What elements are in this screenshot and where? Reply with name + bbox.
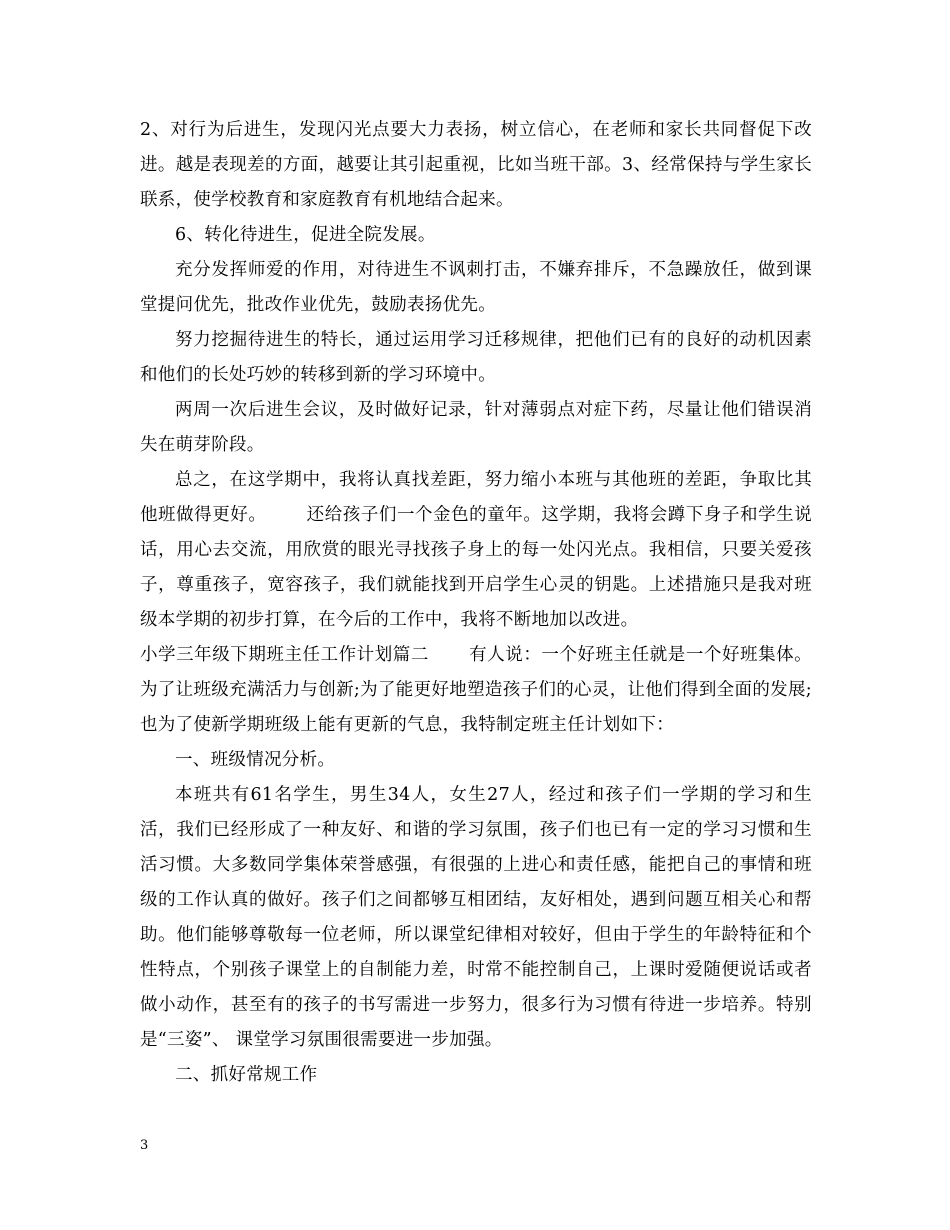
paragraph-5	[140, 393, 812, 463]
paragraph-text: 总之，在这学期中，我将认真找差距，努力缩小本班与其他班的差距，争取比其他班做得更好。	[140, 470, 812, 525]
paragraph-6	[140, 463, 812, 638]
paragraph-7	[140, 638, 812, 743]
paragraph-3	[140, 253, 812, 323]
paragraph-text: 6、转化待进生，促进全院发展。	[175, 225, 436, 245]
paragraph-2	[140, 218, 812, 253]
section-heading: 小学三年级下期班主任工作计划篇二	[140, 645, 429, 665]
paragraph-text: 2、对行为后进生，发现闪光点要大力表扬，树立信心，在老师和家长共同督促下改进。越是表现差的方面，越要让其引起重视，比如当班干部。3、经常保持与学生家长联系，使学校教育和家庭教育有机地结合起来。	[140, 120, 812, 210]
paragraph-text: 本班共有61名学生，男生34人，女生27人，经过和孩子们一学期的学习和生活，我们已经形成了一种友好、和谐的学习氛围，孩子们也已有一定的学习习惯和生活习惯。大多数同学集体荣誉感强，有很强的上进心和责任感，能把自己的事情和班级的工作认真的做好。孩子们之间都够互相团结，友好相处，遇到问题互相关心和帮助。他们能够尊敬每一位老师，所以课堂纪律相对较好，但由于学生的年龄特征和个性特点，个别孩子课堂上的自制能力差，时常不能控制自己，上课时爱随便说话或者做小动作，甚至有的孩子的书写需进一步努力，很多行为习惯有待进一步培养。特别是“三姿”、 课堂学习氛围很需要进一步加强。	[140, 785, 812, 1050]
page-number: 3	[140, 1138, 149, 1153]
document-body	[140, 113, 812, 1093]
paragraph-10	[140, 1058, 812, 1093]
paragraph-4	[140, 323, 812, 393]
paragraph-continuation: 有人说：一个好班主任就是一个好班集体。为了让班级充满活力与创新;为了能更好地塑造孩子们的心灵，让他们得到全面的发展;也为了使新学期班级上能有更新的气息，我特制定班主任计划如下：	[140, 645, 812, 735]
paragraph-text: 充分发挥师爱的作用，对待进生不讽刺打击，不嫌弃排斥，不急躁放任，做到课堂提问优先，批改作业优先，鼓励表扬优先。	[140, 260, 812, 315]
paragraph-text: 二、抓好常规工作	[175, 1065, 318, 1085]
paragraph-text: 一、班级情况分析。	[175, 750, 336, 770]
paragraph-text: 努力挖掘待进生的特长，通过运用学习迁移规律，把他们已有的良好的动机因素和他们的长处巧妙的转移到新的学习环境中。	[140, 330, 812, 385]
paragraph-continuation: 还给孩子们一个金色的童年。这学期，我将会蹲下身子和学生说话，用心去交流，用欣赏的眼光寻找孩子身上的每一处闪光点。我相信，只要关爱孩子，尊重孩子，宽容孩子，我们就能找到开启学生心灵的钥匙。上述措施只是我对班级本学期的初步打算，在今后的工作中，我将不断地加以改进。	[140, 505, 812, 630]
paragraph-9	[140, 778, 812, 1058]
paragraph-8	[140, 743, 812, 778]
paragraph-text: 两周一次后进生会议，及时做好记录，针对薄弱点对症下药，尽量让他们错误消失在萌芽阶段。	[140, 400, 812, 455]
paragraph-1	[140, 113, 812, 218]
